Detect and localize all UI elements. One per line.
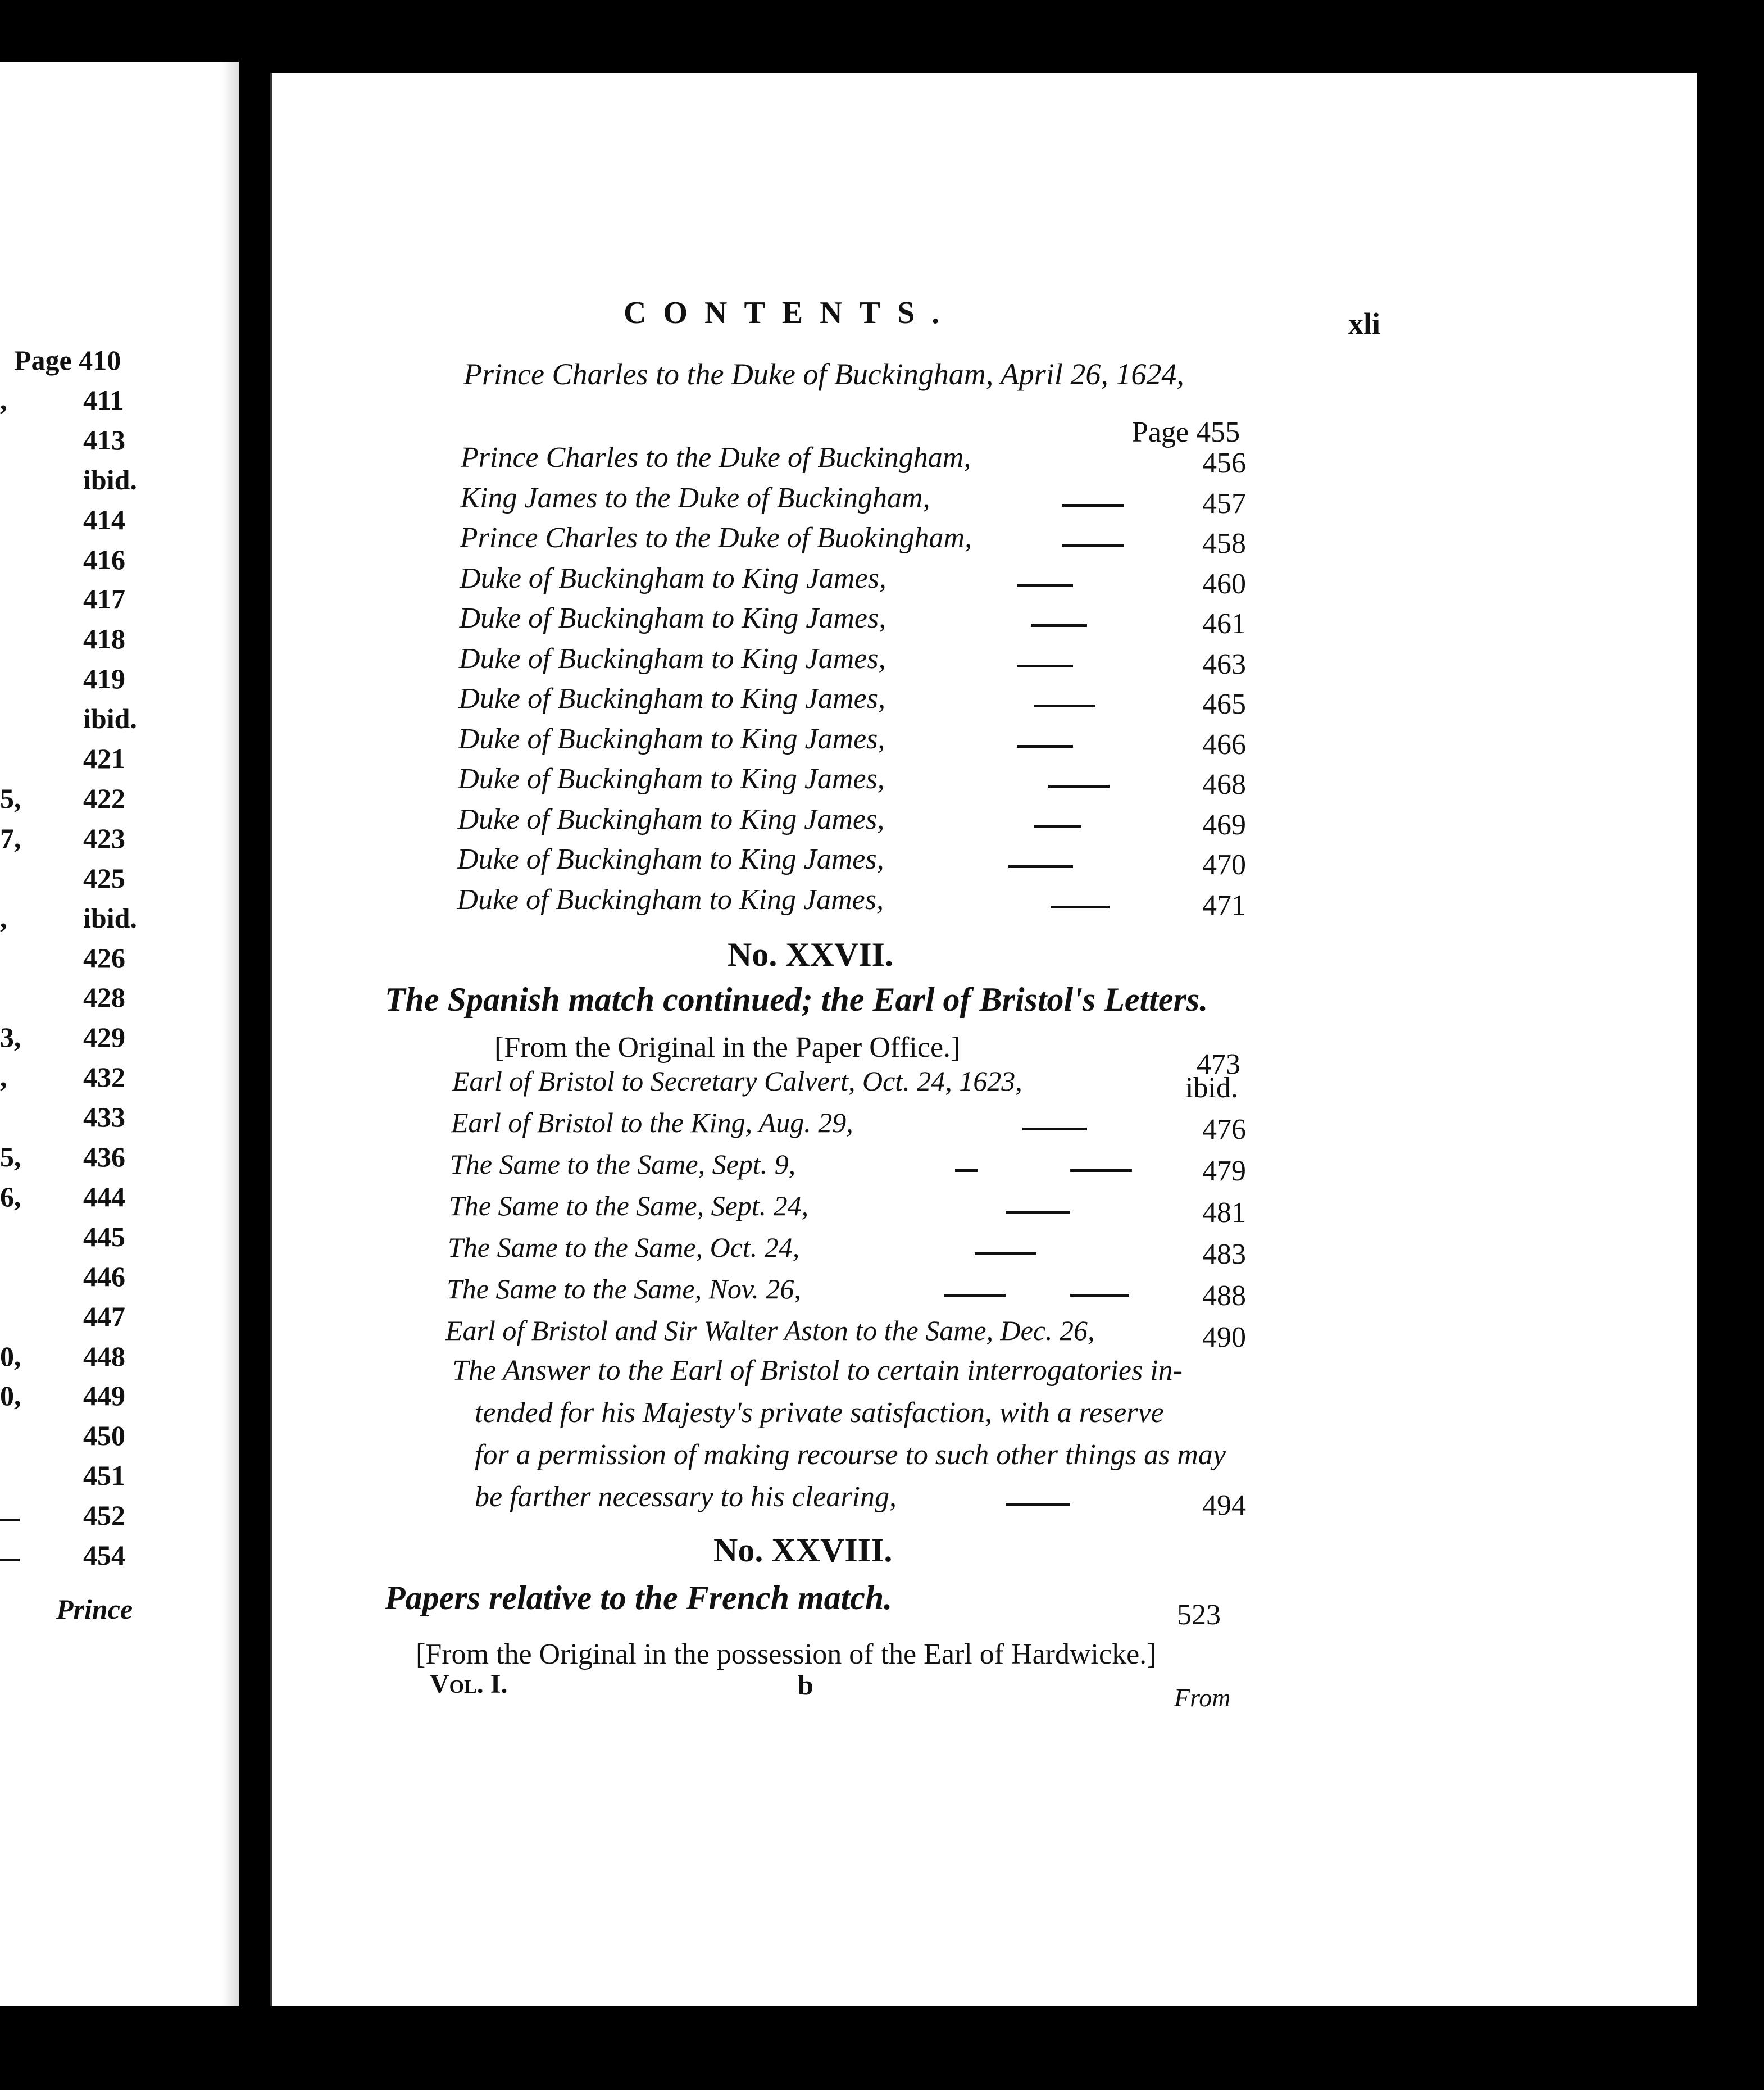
leader-dash — [1051, 906, 1110, 908]
leader-dash — [1034, 705, 1095, 707]
answer-line-1: The Answer to the Earl of Bristol to certain interrogatories in- — [452, 1355, 1183, 1387]
left-page-number: 447 — [83, 1301, 125, 1332]
left-page-number: 432 — [83, 1061, 125, 1093]
section-28-page: 523 — [1177, 1599, 1221, 1631]
left-page-number: 448 — [83, 1341, 125, 1372]
section-27-number: No. XXVII. — [728, 936, 894, 973]
contents-page-number: 468 — [1202, 769, 1246, 801]
left-page-number: 411 — [83, 384, 124, 416]
section-27-heading: The Spanish match continued; the Earl of Bristol's Letters. — [385, 981, 1208, 1018]
left-page-fragment: , — [0, 384, 7, 416]
contents-page-number: 470 — [1202, 849, 1246, 881]
contents-page-number: 488 — [1202, 1280, 1246, 1312]
contents-entry: King James to the Duke of Buckingham, — [460, 482, 930, 514]
contents-entry: Earl of Bristol and Sir Walter Aston to the Same, Dec. 26, — [445, 1315, 1095, 1346]
left-page-number: ibid. — [83, 703, 137, 734]
answer-line-3: for a permission of making recourse to such other things as may — [475, 1439, 1226, 1471]
contents-entry: The Same to the Same, Nov. 26, — [447, 1273, 801, 1305]
left-page-number: Page 410 — [14, 344, 121, 376]
leader-dash — [1070, 1294, 1129, 1297]
contents-page-number: 483 — [1202, 1238, 1246, 1270]
left-page-number: 421 — [83, 743, 125, 774]
contents-entry: Duke of Buckingham to King James, — [459, 602, 886, 634]
left-page-fragment: 6, — [0, 1181, 21, 1212]
leader-dash — [1048, 785, 1110, 788]
contents-entry: Earl of Bristol to Secretary Calvert, Oct. 24, 1623, — [452, 1065, 1022, 1097]
contents-entry: The Same to the Same, Sept. 9, — [450, 1148, 796, 1180]
left-page-fragment: , — [0, 902, 7, 934]
left-page-number: 414 — [83, 504, 125, 535]
leader-dash — [0, 1519, 20, 1521]
left-page-number: 423 — [83, 823, 125, 854]
folio-number: xli — [1348, 307, 1381, 340]
first-entry-page: Page 455 — [1132, 416, 1240, 448]
left-page-number: 451 — [83, 1460, 125, 1491]
left-page-fragment: 5, — [0, 783, 21, 814]
section-27-source: [From the Original in the Paper Office.] — [494, 1032, 961, 1064]
left-page-number: 417 — [83, 583, 125, 615]
leader-dash — [1070, 1169, 1132, 1172]
leader-dash — [1006, 1211, 1070, 1214]
left-page-number: 445 — [83, 1221, 125, 1252]
left-page-number: 429 — [83, 1021, 125, 1053]
contents-entry: Duke of Buckingham to King James, — [459, 643, 886, 675]
contents-page-number: 466 — [1202, 729, 1246, 761]
contents-entry: Duke of Buckingham to King James, — [458, 763, 885, 795]
leader-dash — [1017, 665, 1073, 667]
left-page-number: ibid. — [83, 464, 137, 496]
leader-dash — [1006, 1503, 1070, 1506]
contents-entry: Duke of Buckingham to King James, — [457, 884, 884, 916]
left-page-fragment: , — [0, 1061, 7, 1093]
contents-entry: Duke of Buckingham to King James, — [457, 843, 884, 875]
leader-dash — [1034, 825, 1081, 828]
contents-entry: Earl of Bristol to the King, Aug. 29, — [451, 1107, 853, 1138]
contents-entry: Prince Charles to the Duke of Buckingham, — [461, 442, 971, 474]
section-28-source: [From the Original in the possession of the Earl of Hardwicke.] — [416, 1638, 1157, 1670]
leader-dash — [1017, 584, 1073, 587]
gutter-shadow — [222, 62, 239, 2006]
left-page-number: ibid. — [83, 902, 137, 934]
contents-page-number: 456 — [1202, 447, 1246, 479]
catchword: From — [1174, 1683, 1231, 1712]
answer-page: 494 — [1202, 1489, 1246, 1521]
contents-entry: The Same to the Same, Sept. 24, — [449, 1190, 809, 1221]
left-page-number: 416 — [83, 544, 125, 575]
left-page-fragment: 0, — [0, 1341, 21, 1372]
left-page-fragment: 5, — [0, 1141, 21, 1173]
left-page-number: 452 — [83, 1500, 125, 1531]
section-28-number: No. XXVIII. — [713, 1532, 893, 1569]
contents-entry: Duke of Buckingham to King James, — [458, 683, 886, 715]
leader-dash — [975, 1252, 1036, 1255]
contents-page-number: 463 — [1202, 648, 1246, 680]
contents-entry: Duke of Buckingham to King James, — [457, 803, 885, 835]
left-page-number: 428 — [83, 982, 125, 1013]
leader-dash — [0, 1559, 20, 1561]
contents-entry: Duke of Buckingham to King James, — [460, 562, 886, 594]
section-27-source-page: 473 — [1197, 1048, 1240, 1080]
left-page-number: 426 — [83, 942, 125, 974]
left-catchword: Prince — [56, 1593, 133, 1625]
first-entry-text: Prince Charles to the Duke of Buckingham, April 26, 1624, — [463, 357, 1184, 391]
contents-entry: Duke of Buckingham to King James, — [458, 723, 885, 755]
contents-page-number: 471 — [1202, 889, 1246, 921]
contents-page-number: 490 — [1202, 1321, 1246, 1353]
contents-page-number: 479 — [1202, 1155, 1246, 1187]
leader-dash — [1031, 624, 1087, 627]
contents-page-number: ibid. — [1185, 1072, 1238, 1104]
leader-dash — [944, 1294, 1006, 1297]
left-page-number: 422 — [83, 783, 125, 814]
contents-page-number: 458 — [1202, 528, 1246, 560]
leader-dash — [1062, 544, 1124, 547]
left-page-fragment: 0, — [0, 1380, 21, 1411]
left-page-number: 446 — [83, 1261, 125, 1292]
contents-page-number: 469 — [1202, 809, 1246, 841]
contents-entry: The Same to the Same, Oct. 24, — [448, 1232, 800, 1263]
answer-line-4: be farther necessary to his clearing, — [475, 1481, 897, 1513]
left-page-number: 433 — [83, 1101, 125, 1133]
volume-signature: Vol. I. — [430, 1669, 508, 1699]
left-page-fragment: 3, — [0, 1021, 21, 1053]
left-page-number: 449 — [83, 1380, 125, 1411]
contents-entry: Prince Charles to the Duke of Buokingham, — [460, 522, 972, 554]
contents-page-number: 460 — [1202, 568, 1246, 600]
leader-dash — [955, 1169, 978, 1172]
answer-line-2: tended for his Majesty's private satisfaction, with a reserve — [475, 1397, 1164, 1429]
leader-dash — [1062, 504, 1124, 507]
left-page-number: 450 — [83, 1420, 125, 1451]
page-title: CONTENTS. — [624, 296, 957, 330]
left-page-number: 413 — [83, 424, 125, 456]
contents-page-number: 465 — [1202, 688, 1246, 720]
left-page-number: 454 — [83, 1539, 125, 1571]
contents-page-number: 461 — [1202, 608, 1246, 640]
leader-dash — [1022, 1128, 1087, 1130]
contents-page-number: 481 — [1202, 1197, 1246, 1229]
section-28-heading: Papers relative to the French match. — [385, 1579, 893, 1616]
leader-dash — [1008, 865, 1073, 868]
contents-page-number: 457 — [1202, 488, 1246, 520]
leader-dash — [1017, 745, 1073, 748]
left-page-number: 419 — [83, 663, 125, 694]
left-page-number: 444 — [83, 1181, 125, 1212]
left-page-fragment: 7, — [0, 823, 21, 854]
left-page-number: 436 — [83, 1141, 125, 1173]
contents-page-number: 476 — [1202, 1114, 1246, 1146]
left-page-number: 418 — [83, 623, 125, 655]
gathering-signature: b — [798, 1669, 813, 1701]
left-page-number: 425 — [83, 862, 125, 894]
